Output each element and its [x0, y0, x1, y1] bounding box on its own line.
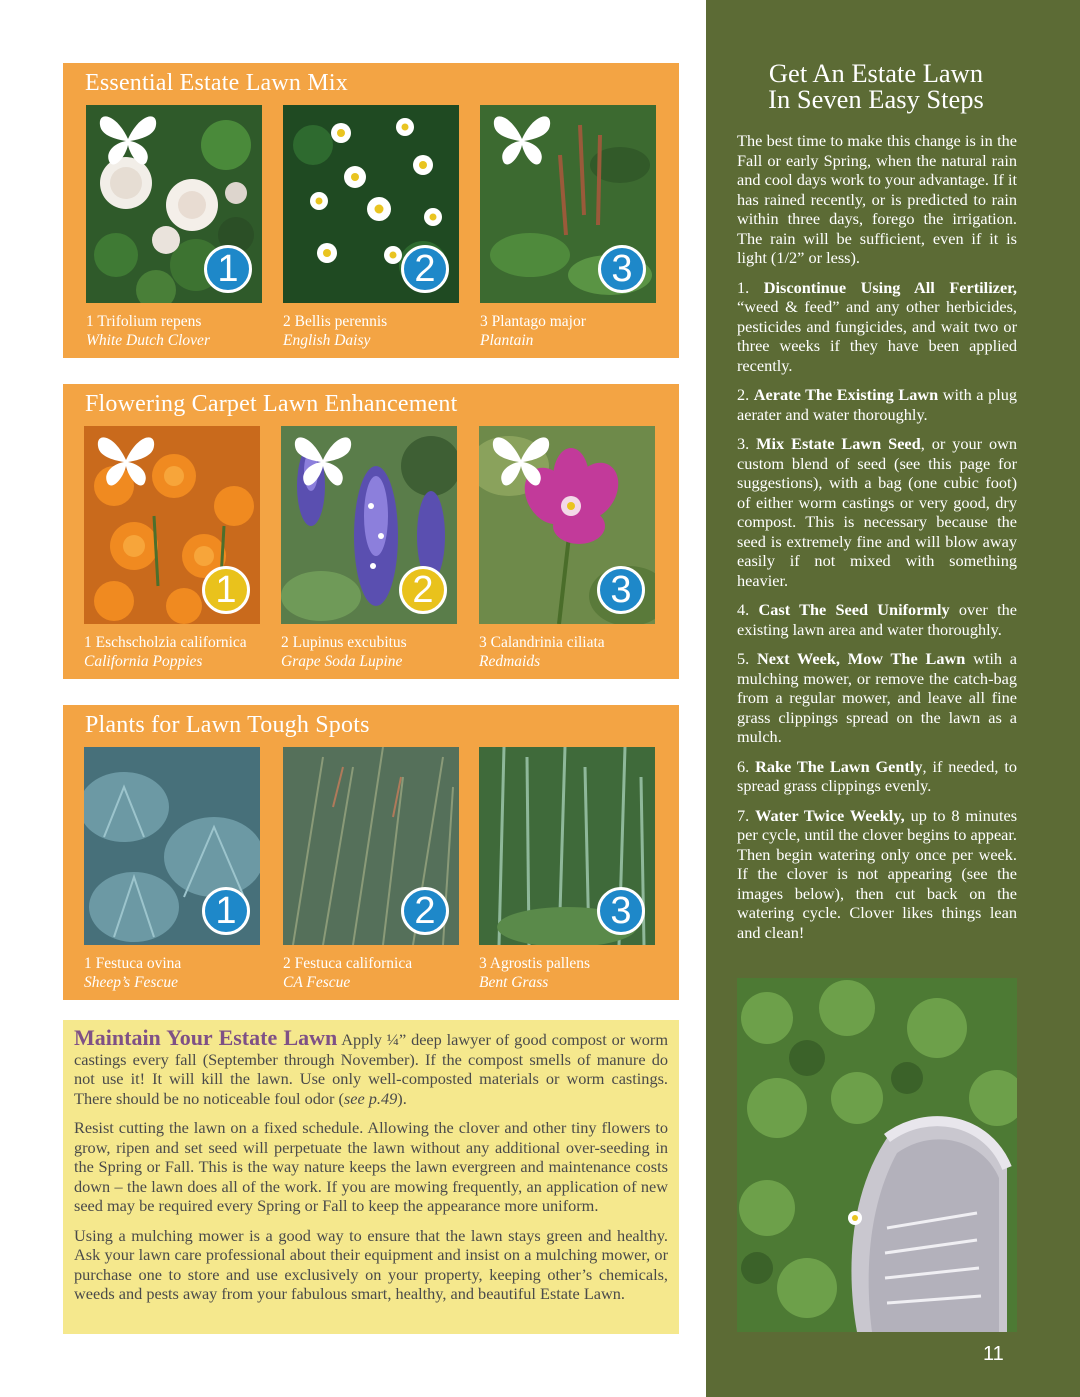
panel-flowering-carpet — [63, 384, 679, 679]
scientific-name: 3 Calandrinia ciliata — [479, 634, 605, 651]
maintain-p1-text: Apply ¼” deep lawyer of good compost or worm castings every fall (September through November). If the compost smells of manure do not use it! It will kill the lawn. Use only well-composted materials or worm castings. There should be no noticeable foul odor ( — [74, 1030, 668, 1108]
step-heading: Next Week, Mow The Lawn — [757, 649, 966, 668]
panel-title: Plants for Lawn Tough Spots — [85, 712, 370, 738]
photo-english-daisy — [283, 105, 459, 303]
maintain-heading: Maintain Your Estate Lawn — [74, 1025, 338, 1050]
butterfly-icon — [490, 111, 554, 167]
caption-1 — [84, 955, 181, 992]
step-4: 4. Cast The Seed Uniformly over the existing lawn area and water thoroughly. — [737, 600, 1017, 639]
butterfly-icon — [94, 432, 158, 488]
step-7: 7. Water Twice Weekly, up to 8 minutes per cycle, until the clover begins to appear. Then begin watering only once per week. If the clover is not appearing (see the images below), then cut back on the watering cycle. Clover likes things lean and clean! — [737, 805, 1018, 942]
step-3: 3. Mix Estate Lawn Seed, or your own custom blend of seed (see this page for suggestions), with a bag (one cubic foot) of either worm castings or very good, dry compost. This is necessary because the seed is extremely fine and will blow away easily if not mixed with something heavier. — [737, 434, 1017, 590]
common-name: California Poppies — [84, 653, 203, 670]
panel-essential-lawn-mix — [63, 63, 679, 358]
step-heading: Water Twice Weekly, — [755, 805, 905, 825]
caption-1 — [84, 634, 247, 671]
number-badge: 1 — [202, 887, 250, 935]
sidebar-title — [706, 60, 1046, 112]
common-name: Redmaids — [479, 653, 541, 670]
steps-sidebar — [706, 0, 1080, 1397]
caption-2 — [283, 955, 412, 992]
step-1: 1. Discontinue Using All Fertilizer, “weed & feed” and any other herbicides, pesticides and fungicides, and wait two or three weeks if they have been applied recently. — [737, 277, 1017, 375]
page-number: 11 — [983, 1343, 1004, 1365]
butterfly-icon — [291, 432, 355, 488]
common-name: CA Fescue — [283, 974, 351, 991]
number-badge: 1 — [204, 245, 252, 293]
step-heading: Aerate The Existing Lawn — [753, 385, 939, 404]
photo-white-dutch-clover — [86, 105, 262, 303]
photo-grape-soda-lupine — [281, 426, 457, 624]
number-badge: 2 — [401, 245, 449, 293]
maintain-paragraph-2: Resist cutting the lawn on a fixed schedule. Allowing the clover and other tiny flowers to grow, ripen and set seed will perpetuate the lawn without any additional over-seeding in the Spring or Fall. This is the way nature keeps the lawn evergreen and maintenance costs down – the lawn does all of the work. If you are mowing frequently, an application of new seed may be required every Spring or Fall to keep the appearance more uniform. — [74, 1118, 668, 1215]
scientific-name: 3 Plantago major — [480, 313, 586, 330]
scientific-name: 2 Lupinus excubitus — [281, 634, 407, 651]
scientific-name: 3 Agrostis pallens — [479, 955, 591, 972]
maintain-paragraph-1 — [74, 1025, 668, 1108]
number-badge: 2 — [399, 566, 447, 614]
scientific-name: 1 Festuca ovina — [84, 955, 182, 972]
panel-tough-spots — [63, 705, 679, 1000]
sidebar-title-line-1: Get An Estate Lawn — [768, 58, 984, 88]
caption-3 — [479, 955, 590, 992]
common-name: Plantain — [480, 332, 534, 349]
step-6: 6. Rake The Lawn Gently, if needed, to spread grass clippings evenly. — [737, 756, 1017, 795]
step-5: 5. Next Week, Mow The Lawn wtih a mulching mower, or remove the catch-bag from a regular mower, and leave all fine grass clippings spread on the lawn as a mulch. — [737, 649, 1018, 746]
caption-3 — [479, 634, 605, 671]
panel-title: Essential Estate Lawn Mix — [85, 70, 348, 96]
number-badge: 3 — [597, 566, 645, 614]
number-badge: 1 — [202, 566, 250, 614]
photo-redmaids — [479, 426, 655, 624]
scientific-name: 1 Eschscholzia californica — [84, 634, 247, 651]
photo-plantain — [480, 105, 656, 303]
maintain-p1-end: ). — [397, 1088, 407, 1108]
caption-2 — [281, 634, 407, 671]
photo-ca-fescue — [283, 747, 459, 945]
scientific-name: 2 Festuca californica — [283, 955, 413, 972]
sidebar-title-line-2: In Seven Easy Steps — [768, 84, 984, 114]
photo-california-poppies — [84, 426, 260, 624]
common-name: Sheep’s Fescue — [84, 974, 178, 991]
step-heading: Mix Estate Lawn Seed — [756, 434, 921, 453]
number-badge: 3 — [598, 245, 646, 293]
scientific-name: 2 Bellis perennis — [283, 313, 388, 330]
scientific-name: 1 Trifolium repens — [86, 313, 202, 330]
step-heading: Rake The Lawn Gently — [755, 756, 923, 776]
page-reference: see p.49 — [343, 1088, 398, 1108]
sidebar-intro: The best time to make this change is in the Fall or early Spring, when the natural rain and cool days work to your advantage. If it has rained recently, or is predicted to rain within three days, forego the irrigation. The rain will be sufficient, even if it is light (1/2” or less). — [737, 131, 1017, 267]
common-name: White Dutch Clover — [86, 332, 210, 349]
caption-3 — [480, 313, 586, 350]
number-badge: 2 — [401, 887, 449, 935]
number-badge: 3 — [597, 887, 645, 935]
photo-bent-grass — [479, 747, 655, 945]
photo-sheeps-fescue — [84, 747, 260, 945]
common-name: Grape Soda Lupine — [281, 653, 403, 670]
photo-shoe-on-clover — [737, 978, 1017, 1332]
step-heading: Discontinue Using All Fertilizer, — [763, 277, 1017, 297]
sidebar-body — [737, 131, 1017, 952]
step-2: 2. Aerate The Existing Lawn with a plug aerater and water thoroughly. — [737, 385, 1018, 424]
butterfly-icon — [96, 111, 160, 167]
common-name: Bent Grass — [479, 974, 549, 991]
panel-title: Flowering Carpet Lawn Enhancement — [85, 391, 458, 417]
maintain-lawn-box — [63, 1020, 679, 1334]
caption-2 — [283, 313, 387, 350]
common-name: English Daisy — [283, 332, 371, 349]
caption-1 — [86, 313, 210, 350]
butterfly-icon — [489, 432, 553, 488]
step-heading: Cast The Seed Uniformly — [758, 600, 950, 619]
maintain-paragraph-3: Using a mulching mower is a good way to ensure that the lawn stays green and healthy. Ask your lawn care professional about their equipment and insist on a mulching mower, or purchase one to store and use exclusively on your property, keeping other’s chemicals, weeds and pests away from your fabulous smart, healthy, and beautiful Estate Lawn. — [74, 1225, 668, 1303]
